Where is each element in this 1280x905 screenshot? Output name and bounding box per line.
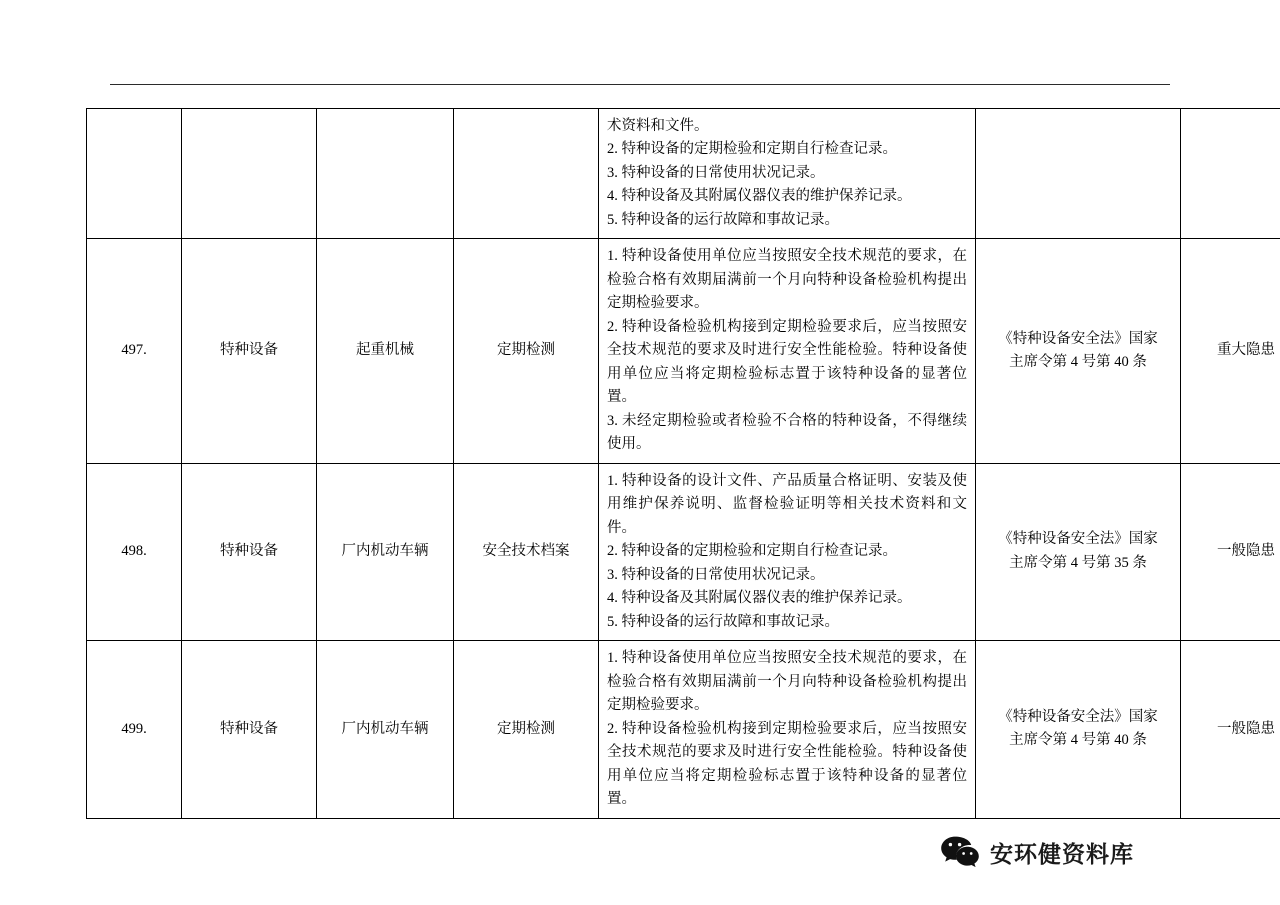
row-item: 定期检测 (454, 641, 599, 818)
requirement-line: 1. 特种设备使用单位应当按照安全技术规范的要求，在检验合格有效期届满前一个月向特种设备检验机构提出定期检验要求。 (607, 650, 967, 714)
reference-line: 主席令第 4 号第 40 条 (1009, 732, 1147, 749)
row-requirement (599, 109, 976, 239)
reference-line: 《特种设备安全法》国家 (998, 531, 1158, 548)
requirement-line: 3. 特种设备的日常使用状况记录。 (607, 164, 825, 181)
footer-branding (940, 822, 1200, 882)
requirement-line: 1. 特种设备的设计文件、产品质量合格证明、安装及使用维护保养说明、监督检验证明等相关技术资料和文件。 (607, 472, 967, 536)
requirement-line: 2. 特种设备检验机构接到定期检验要求后，应当按照安全技术规范的要求及时进行安全性能检验。特种设备使用单位应当将定期检验标志置于该特种设备的显著位置。 (607, 720, 967, 808)
requirement-line: 术资料和文件。 (607, 118, 709, 134)
row-level: 一般隐患 (1181, 641, 1280, 818)
row-category: 特种设备 (182, 641, 317, 818)
reference-line: 《特种设备安全法》国家 (998, 708, 1158, 725)
footer-brand-label: 安环健资料库 (990, 840, 1134, 867)
row-number: 499. (87, 641, 182, 818)
row-reference (976, 641, 1181, 818)
row-requirement (599, 641, 976, 818)
row-item (454, 109, 599, 239)
reference-line: 主席令第 4 号第 40 条 (1009, 354, 1147, 371)
table-row (87, 109, 1280, 239)
row-item: 定期检测 (454, 239, 599, 463)
wechat-icon (940, 835, 980, 869)
requirement-line: 5. 特种设备的运行故障和事故记录。 (607, 613, 839, 630)
requirement-line: 2. 特种设备的定期检验和定期自行检查记录。 (607, 543, 897, 560)
reference-line: 主席令第 4 号第 35 条 (1009, 554, 1147, 571)
row-category (182, 109, 317, 239)
row-level: 重大隐患 (1181, 239, 1280, 463)
requirement-line: 5. 特种设备的运行故障和事故记录。 (607, 211, 839, 228)
table-row (87, 239, 1280, 463)
row-reference (976, 109, 1181, 239)
reference-lines (984, 328, 1172, 375)
requirement-line: 3. 特种设备的日常使用状况记录。 (607, 566, 825, 583)
row-item: 安全技术档案 (454, 463, 599, 640)
row-level: 一般隐患 (1181, 463, 1280, 640)
row-reference (976, 463, 1181, 640)
requirement-line: 4. 特种设备及其附属仪器仪表的维护保养记录。 (607, 590, 912, 607)
reference-line: 《特种设备安全法》国家 (998, 330, 1158, 347)
table-body (87, 109, 1280, 819)
requirement-lines (607, 245, 967, 456)
row-category: 特种设备 (182, 239, 317, 463)
header-divider (110, 84, 1170, 85)
requirement-line: 3. 未经定期检验或者检验不合格的特种设备，不得继续使用。 (607, 412, 967, 453)
row-equipment: 厂内机动车辆 (317, 463, 454, 640)
row-level (1181, 109, 1280, 239)
row-requirement (599, 239, 976, 463)
requirement-line: 1. 特种设备使用单位应当按照安全技术规范的要求，在检验合格有效期届满前一个月向特种设备检验机构提出定期检验要求。 (607, 248, 967, 312)
row-category: 特种设备 (182, 463, 317, 640)
requirement-lines (607, 470, 967, 634)
row-equipment (317, 109, 454, 239)
requirement-line: 2. 特种设备的定期检验和定期自行检查记录。 (607, 141, 897, 158)
row-requirement (599, 463, 976, 640)
reference-lines (984, 706, 1172, 753)
requirement-line: 2. 特种设备检验机构接到定期检验要求后，应当按照安全技术规范的要求及时进行安全性能检验。特种设备使用单位应当将定期检验标志置于该特种设备的显著位置。 (607, 318, 967, 406)
requirement-lines (607, 647, 967, 811)
row-equipment: 起重机械 (317, 239, 454, 463)
row-number (87, 109, 182, 239)
requirement-line: 4. 特种设备及其附属仪器仪表的维护保养记录。 (607, 188, 912, 205)
row-reference (976, 239, 1181, 463)
row-number: 497. (87, 239, 182, 463)
reference-lines (984, 528, 1172, 575)
requirement-lines (607, 115, 967, 232)
row-number: 498. (87, 463, 182, 640)
table-row (87, 463, 1280, 640)
row-equipment: 厂内机动车辆 (317, 641, 454, 818)
table-row (87, 641, 1280, 818)
hazard-checklist-table (86, 108, 1280, 819)
